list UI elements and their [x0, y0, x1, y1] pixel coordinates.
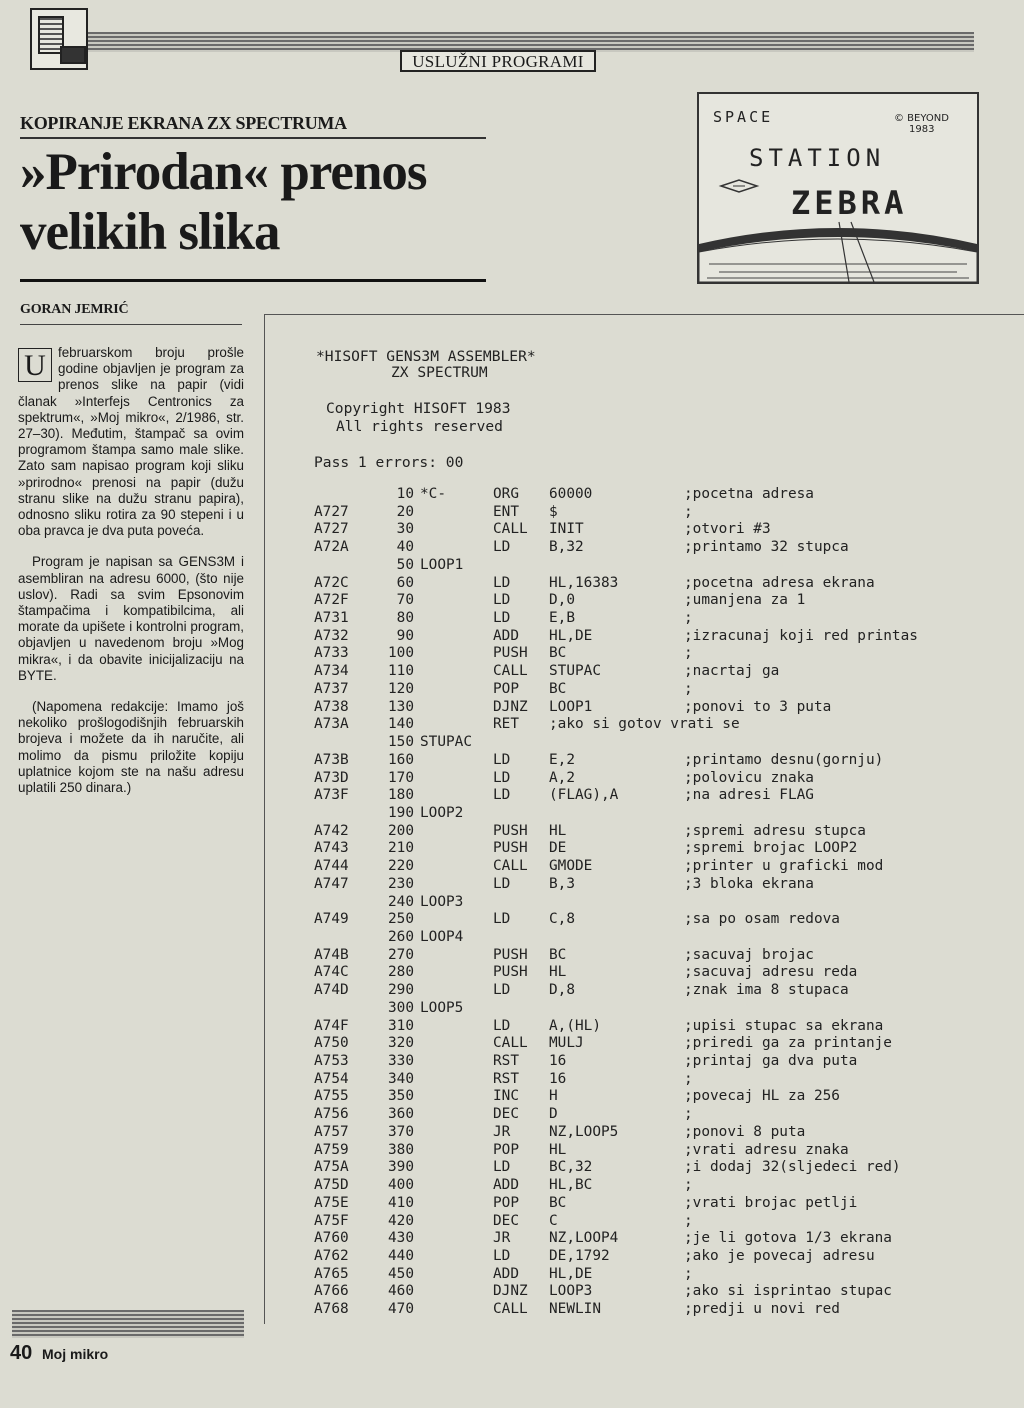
code-comment: ;izracunaj koji red printas [684, 627, 918, 644]
code-line [0, 1000, 1024, 1018]
code-address: A743 [314, 840, 349, 857]
code-operand: D,0 [549, 592, 575, 609]
code-address: A768 [314, 1301, 349, 1318]
code-line-number: 180 [388, 787, 414, 804]
code-address: A75F [314, 1212, 349, 1229]
code-comment: ; [684, 1265, 693, 1282]
code-line [0, 1088, 1024, 1106]
code-address: A755 [314, 1088, 349, 1105]
code-opcode: CALL [493, 858, 528, 875]
code-line [0, 1195, 1024, 1213]
title-divider [20, 279, 486, 282]
code-line [0, 1142, 1024, 1160]
code-line-number: 260 [388, 929, 414, 945]
code-label: LOOP4 [420, 929, 464, 945]
code-opcode: DJNZ [493, 1283, 528, 1300]
code-comment: ;pocetna adresa [684, 486, 814, 502]
code-comment: ;ponovi to 3 puta [684, 698, 832, 715]
code-label: STUPAC [420, 734, 472, 751]
code-opcode: LD [493, 1247, 511, 1264]
code-opcode: RST [493, 1053, 519, 1070]
code-line-number: 50 [396, 556, 414, 573]
code-line [0, 911, 1024, 929]
code-opcode: LD [493, 1159, 511, 1176]
code-operand: NEWLIN [549, 1301, 601, 1318]
game-title-zebra: ZEBRA [791, 184, 908, 222]
code-line-number: 190 [388, 804, 414, 821]
code-comment: ; [684, 610, 693, 627]
code-opcode: CALL [493, 663, 528, 680]
code-address: A750 [314, 1035, 349, 1052]
code-line-number: 380 [388, 1141, 414, 1158]
code-line [0, 1124, 1024, 1142]
code-operand: C,8 [549, 911, 575, 928]
code-opcode: LD [493, 751, 511, 768]
code-opcode: LD [493, 875, 511, 892]
code-comment: ; [684, 503, 693, 520]
code-opcode: POP [493, 680, 519, 697]
code-line-number: 90 [396, 627, 414, 644]
code-opcode: LD [493, 539, 511, 556]
code-comment: ;printer u graficki mod [684, 858, 884, 875]
section-label: USLUŽNI PROGRAMI [400, 50, 596, 72]
code-opcode: LD [493, 592, 511, 609]
code-address: A74D [314, 982, 349, 999]
code-line [0, 1177, 1024, 1195]
code-address: A734 [314, 663, 349, 680]
code-opcode: PUSH [493, 840, 528, 857]
code-operand: D [549, 1106, 558, 1123]
code-line [0, 787, 1024, 805]
code-comment: ; [684, 1177, 693, 1194]
code-comment: ;spremi brojac LOOP2 [684, 840, 858, 857]
code-line [0, 964, 1024, 982]
code-address: A72F [314, 592, 349, 609]
code-opcode: JR [493, 1123, 511, 1140]
printer-icon [60, 46, 86, 64]
code-address: A74F [314, 1017, 349, 1034]
code-comment: ;umanjena za 1 [684, 592, 806, 609]
code-address: A749 [314, 911, 349, 928]
code-line-number: 310 [388, 1017, 414, 1034]
code-operand: $ [549, 503, 558, 520]
code-line-number: 170 [388, 769, 414, 786]
code-line-number: 120 [388, 680, 414, 697]
code-line-number: 60 [396, 574, 414, 591]
code-line-number: 460 [388, 1283, 414, 1300]
code-address: A731 [314, 610, 349, 627]
code-operand: H [549, 1088, 558, 1105]
code-address: A765 [314, 1265, 349, 1282]
code-opcode: ORG [493, 486, 519, 502]
assembler-header [314, 345, 536, 483]
code-line-number: 440 [388, 1247, 414, 1264]
code-comment: ; [684, 1106, 693, 1123]
code-opcode: ADD [493, 1177, 519, 1194]
code-comment: ;upisi stupac sa ekrana [684, 1017, 884, 1034]
code-operand: BC [549, 645, 567, 662]
code-operand: ;ako si gotov vrati se [549, 716, 740, 733]
code-label: LOOP3 [420, 893, 464, 910]
code-line [0, 592, 1024, 610]
code-address: A73B [314, 751, 349, 768]
code-comment: ;ako je povecaj adresu [684, 1247, 875, 1264]
assembler-platform: ZX SPECTRUM [391, 364, 488, 381]
code-opcode: LD [493, 574, 511, 591]
code-line-number: 250 [388, 911, 414, 928]
code-opcode: PUSH [493, 645, 528, 662]
code-line [0, 539, 1024, 557]
code-line [0, 663, 1024, 681]
code-address: A73A [314, 716, 349, 733]
code-comment: ;3 bloka ekrana [684, 875, 814, 892]
code-opcode: LD [493, 610, 511, 627]
code-operand: BC [549, 946, 567, 963]
code-line-number: 410 [388, 1194, 414, 1211]
code-address: A762 [314, 1247, 349, 1264]
pass-errors-line: Pass 1 errors: 00 [314, 454, 464, 471]
code-line-number: 150 [388, 734, 414, 751]
code-line-number: 80 [396, 610, 414, 627]
code-comment: ;otvori #3 [684, 521, 771, 538]
code-comment: ;printamo desnu(gornju) [684, 751, 884, 768]
game-year: 1983 [909, 124, 935, 135]
code-label: LOOP2 [420, 804, 464, 821]
code-address: A747 [314, 875, 349, 892]
code-line [0, 894, 1024, 912]
code-comment: ;i dodaj 32(sljedeci red) [684, 1159, 901, 1176]
code-line-number: 20 [396, 503, 414, 520]
code-line [0, 1018, 1024, 1036]
code-address: A754 [314, 1070, 349, 1087]
code-operand: BC [549, 680, 567, 697]
code-opcode: RST [493, 1070, 519, 1087]
article-kicker: KOPIRANJE EKRANA ZX SPECTRUMA [20, 113, 347, 133]
code-operand: HL [549, 822, 567, 839]
code-label: LOOP5 [420, 999, 464, 1016]
game-title-space: SPACE [713, 108, 774, 126]
code-line-number: 230 [388, 875, 414, 892]
game-screenshot [697, 92, 979, 284]
code-address: A74B [314, 946, 349, 963]
code-operand: HL,DE [549, 1265, 593, 1282]
code-line [0, 1159, 1024, 1177]
code-operand: HL,DE [549, 627, 593, 644]
code-line [0, 575, 1024, 593]
code-opcode: DJNZ [493, 698, 528, 715]
code-operand: E,2 [549, 751, 575, 768]
code-comment: ;ponovi 8 puta [684, 1123, 806, 1140]
drop-cap: U [18, 348, 52, 382]
code-line-number: 10 [396, 486, 414, 502]
code-line-number: 470 [388, 1301, 414, 1318]
code-comment: ;priredi ga za printanje [684, 1035, 892, 1052]
code-line [0, 1053, 1024, 1071]
code-line [0, 876, 1024, 894]
code-line-number: 100 [388, 645, 414, 662]
code-opcode: POP [493, 1141, 519, 1158]
code-opcode: CALL [493, 521, 528, 538]
code-operand: HL,16383 [549, 574, 619, 591]
code-opcode: DEC [493, 1212, 519, 1229]
code-operand: LOOP3 [549, 1283, 593, 1300]
code-line [0, 805, 1024, 823]
code-line [0, 610, 1024, 628]
code-comment: ;znak ima 8 stupaca [684, 982, 849, 999]
code-line-number: 340 [388, 1070, 414, 1087]
footer-stripe [12, 1310, 244, 1338]
code-address: A737 [314, 680, 349, 697]
code-opcode: LD [493, 769, 511, 786]
code-line-number: 70 [396, 592, 414, 609]
game-screen-illustration [699, 94, 977, 282]
code-address: A759 [314, 1141, 349, 1158]
code-comment: ;polovicu znaka [684, 769, 814, 786]
code-line [0, 734, 1024, 752]
code-line-number: 130 [388, 698, 414, 715]
code-line [0, 752, 1024, 770]
title-line-1: »Prirodan« prenos [20, 143, 427, 201]
code-address: A738 [314, 698, 349, 715]
code-address: A727 [314, 521, 349, 538]
code-address: A73D [314, 769, 349, 786]
code-operand: NZ,LOOP5 [549, 1123, 619, 1140]
code-address: A75D [314, 1177, 349, 1194]
code-opcode: JR [493, 1230, 511, 1247]
code-line [0, 982, 1024, 1000]
code-opcode: LD [493, 787, 511, 804]
code-comment: ;sacuvaj adresu reda [684, 964, 858, 981]
code-comment: ;sacuvaj brojac [684, 946, 814, 963]
code-line [0, 840, 1024, 858]
code-line [0, 823, 1024, 841]
code-address: A756 [314, 1106, 349, 1123]
kicker-divider [20, 137, 486, 139]
code-address: A74C [314, 964, 349, 981]
code-operand: HL [549, 964, 567, 981]
code-comment: ;ako si isprintao stupac [684, 1283, 892, 1300]
code-address: A766 [314, 1283, 349, 1300]
code-line [0, 1266, 1024, 1284]
code-line [0, 486, 1024, 504]
code-line-number: 290 [388, 982, 414, 999]
code-line [0, 1230, 1024, 1248]
code-comment: ;je li gotova 1/3 ekrana [684, 1230, 892, 1247]
code-line-number: 320 [388, 1035, 414, 1052]
code-line [0, 521, 1024, 539]
code-operand: 16 [549, 1053, 567, 1070]
code-comment: ;nacrtaj ga [684, 663, 780, 680]
code-line-number: 240 [388, 893, 414, 910]
code-line [0, 504, 1024, 522]
code-operand: MULJ [549, 1035, 584, 1052]
code-address: A73F [314, 787, 349, 804]
code-line [0, 947, 1024, 965]
code-line [0, 557, 1024, 575]
code-address: A732 [314, 627, 349, 644]
code-comment: ;sa po osam redova [684, 911, 840, 928]
code-operand: E,B [549, 610, 575, 627]
code-line-number: 200 [388, 822, 414, 839]
code-line [0, 1106, 1024, 1124]
code-comment: ;spremi adresu stupca [684, 822, 866, 839]
code-address: A75E [314, 1194, 349, 1211]
code-operand: A,(HL) [549, 1017, 601, 1034]
code-line-number: 390 [388, 1159, 414, 1176]
rights-line: All rights reserved [336, 418, 503, 435]
code-operand: A,2 [549, 769, 575, 786]
code-label: *C- [420, 486, 446, 502]
code-address: A742 [314, 822, 349, 839]
code-operand: DE [549, 840, 567, 857]
code-frame-top [264, 314, 1024, 315]
code-opcode: DEC [493, 1106, 519, 1123]
code-opcode: RET [493, 716, 519, 733]
code-line [0, 1035, 1024, 1053]
article-author: GORAN JEMRIĆ [20, 302, 129, 317]
code-line [0, 716, 1024, 734]
code-comment: ; [684, 1212, 693, 1229]
code-comment: ;printamo 32 stupca [684, 539, 849, 556]
code-line-number: 420 [388, 1212, 414, 1229]
code-line [0, 1213, 1024, 1231]
code-opcode: CALL [493, 1035, 528, 1052]
magazine-name: Moj mikro [42, 1346, 109, 1362]
code-operand: (FLAG),A [549, 787, 619, 804]
code-address: A72C [314, 574, 349, 591]
magazine-section-icon [30, 8, 88, 70]
code-opcode: PUSH [493, 822, 528, 839]
code-operand: HL,BC [549, 1177, 593, 1194]
code-opcode: PUSH [493, 946, 528, 963]
code-line [0, 929, 1024, 947]
code-operand: 60000 [549, 486, 593, 502]
code-comment: ; [684, 1070, 693, 1087]
code-comment: ;printaj ga dva puta [684, 1053, 858, 1070]
code-operand: BC [549, 1194, 567, 1211]
code-line-number: 350 [388, 1088, 414, 1105]
code-comment: ;pocetna adresa ekrana [684, 574, 875, 591]
copyright-line: Copyright HISOFT 1983 [326, 400, 511, 417]
page-number: 40 [10, 1342, 33, 1364]
game-title-station: STATION [749, 144, 886, 172]
code-line-number: 40 [396, 539, 414, 556]
code-line [0, 681, 1024, 699]
code-operand: B,3 [549, 875, 575, 892]
code-line-number: 370 [388, 1123, 414, 1140]
assembler-title: *HISOFT GENS3M ASSEMBLER* [316, 348, 536, 365]
paragraph-3: (Napomena redakcije: Imamo još nekoliko prošlogodišnjih februarskih brojeva i možete da ih naručite, ali molimo da pismu priložite kopiju uplatnice kojom ste na našu adresu uplatili 250 dinara.) [18, 699, 244, 796]
code-comment: ; [684, 680, 693, 697]
code-line-number: 280 [388, 964, 414, 981]
code-address: A744 [314, 858, 349, 875]
code-line [0, 699, 1024, 717]
paragraph-2: Program je napisan sa GENS3M i asembliran na adresu 6000, (što nije uslov). Radi sa svim Epsonovim štampačima i kompatibilcima, ali morate da upišete i kontrolni program, objavljen u navedenom broju »Mog mikra«, i da obavite inicijalizaciju na BYTE. [18, 554, 244, 683]
code-comment: ;na adresi FLAG [684, 787, 814, 804]
code-line-number: 220 [388, 858, 414, 875]
code-operand: DE,1792 [549, 1247, 610, 1264]
code-line-number: 30 [396, 521, 414, 538]
code-operand: HL [549, 1141, 567, 1158]
code-comment: ;predji u novi red [684, 1301, 840, 1318]
code-operand: 16 [549, 1070, 567, 1087]
code-line-number: 300 [388, 999, 414, 1016]
code-comment: ; [684, 645, 693, 662]
code-address: A757 [314, 1123, 349, 1140]
code-operand: LOOP1 [549, 698, 593, 715]
code-line-number: 400 [388, 1177, 414, 1194]
code-opcode: LD [493, 1017, 511, 1034]
code-line [0, 770, 1024, 788]
code-line-number: 450 [388, 1265, 414, 1282]
paragraph-1-text: februarskom broju prošle godine objavljen je program za prenos slike na papir (vidi članak »Interfejs Centronics za spektrum«, »Moj mikro«, 2/1986, str. 27–30). Međutim, štampač sa ovim programom štampa samo male slike. Zato sam napisao program koji sliku »prirodno« prenosi na papir (dužu stranu slike na dužu stranu papira), odnosno sliku rotira za 90 stepeni i u oba pravca je dva puta poveća. [18, 345, 244, 539]
game-copyright: © BEYOND [894, 113, 949, 124]
code-opcode: PUSH [493, 964, 528, 981]
code-operand: D,8 [549, 982, 575, 999]
code-comment: ;vrati adresu znaka [684, 1141, 849, 1158]
code-address: A733 [314, 645, 349, 662]
code-opcode: INC [493, 1088, 519, 1105]
code-opcode: ADD [493, 627, 519, 644]
code-line-number: 270 [388, 946, 414, 963]
code-opcode: ADD [493, 1265, 519, 1282]
header-stripe [88, 32, 974, 52]
code-operand: NZ,LOOP4 [549, 1230, 619, 1247]
code-line-number: 430 [388, 1230, 414, 1247]
code-address: A760 [314, 1230, 349, 1247]
code-line-number: 160 [388, 751, 414, 768]
code-operand: GMODE [549, 858, 593, 875]
code-operand: INIT [549, 521, 584, 538]
code-address: A753 [314, 1053, 349, 1070]
code-opcode: POP [493, 1194, 519, 1211]
code-operand: STUPAC [549, 663, 601, 680]
code-operand: BC,32 [549, 1159, 593, 1176]
code-address: A72A [314, 539, 349, 556]
code-line [0, 1071, 1024, 1089]
code-line-number: 330 [388, 1053, 414, 1070]
code-line [0, 1283, 1024, 1301]
code-opcode: CALL [493, 1301, 528, 1318]
code-operand: B,32 [549, 539, 584, 556]
code-line [0, 1248, 1024, 1266]
code-comment: ;povecaj HL za 256 [684, 1088, 840, 1105]
code-line-number: 110 [388, 663, 414, 680]
code-opcode: LD [493, 911, 511, 928]
code-address: A727 [314, 503, 349, 520]
code-line [0, 858, 1024, 876]
code-comment: ;vrati brojac petlji [684, 1194, 858, 1211]
title-line-2: velikih slika [20, 203, 280, 261]
author-divider [20, 324, 242, 325]
code-line-number: 360 [388, 1106, 414, 1123]
code-opcode: LD [493, 982, 511, 999]
code-label: LOOP1 [420, 556, 464, 573]
code-operand: C [549, 1212, 558, 1229]
code-address: A75A [314, 1159, 349, 1176]
code-line-number: 210 [388, 840, 414, 857]
code-line [0, 628, 1024, 646]
code-opcode: ENT [493, 503, 519, 520]
article-title [20, 142, 520, 262]
code-line [0, 645, 1024, 663]
code-line-number: 140 [388, 716, 414, 733]
